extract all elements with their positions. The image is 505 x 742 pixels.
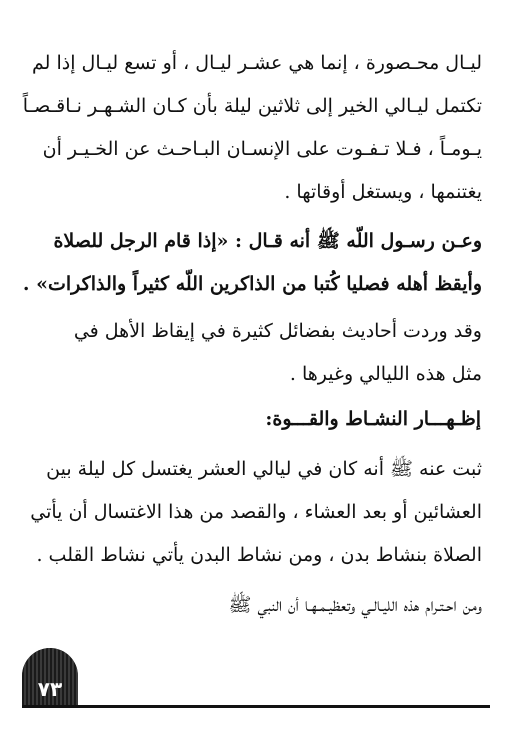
paragraph-4 [22,448,482,577]
footer-divider [22,705,490,708]
paragraph-3 [22,310,482,396]
section-heading: إظـهـــار النشـاط والقـــوة: [265,408,481,430]
paragraph-4-line-3: الصلاة بنشاط بدن ، ومن نشاط البدن يأتي نشاط القلب . [36,544,482,566]
paragraph-2-line-2: وأيقظ أهله فصليا كُتبا من الذاكرين اللّه كثيراً والذاكرات» . [22,273,482,295]
paragraph-5 [22,584,482,627]
paragraph-2-line-1: وعـن رسـول اللّه ﷺ أنه قـال : «إذا قام الرجل للصلاة [53,230,482,252]
paragraph-3-line-1: وقد وردت أحاديث بفضائل كثيرة في إيقاظ الأهل في [73,320,482,342]
paragraph-5-line-1: ومن احـتـرام هذه الليـالـي وتعظيـمـهـا أن النبي ﷺ [228,594,482,616]
page-number-badge [22,648,78,705]
paragraph-1-line-3: يـومـاً ، فـلا تـفـوت على الإنسـان البـاحـث عن الخـيـر أن [42,138,482,160]
paragraph-4-line-1: ثبت عنه ﷺ أنه كان في ليالي العشر يغتسل كل ليلة بين [46,458,482,480]
paragraph-3-line-2: مثل هذه الليالي وغيرها . [289,363,482,385]
paragraph-1-line-4: يغتنمها ، ويستغل أوقاتها . [284,181,482,203]
paragraph-1-line-1: ليـال محـصورة ، إنما هي عشـر ليـال ، أو تسع ليـال إذا لم [31,52,482,74]
page-number: ٧٣ [37,677,63,701]
paragraph-4-line-2: العشائين أو بعد العشاء ، والقصد من هذا الاغتسال أن يأتي [30,501,482,523]
paragraph-1 [22,42,482,214]
paragraph-2-hadith [22,220,482,306]
paragraph-1-line-2: تكتمل ليـالي الخير إلى ثلاثين ليلة بأن كـان الشـهـر نـاقـصـاً [22,95,482,117]
